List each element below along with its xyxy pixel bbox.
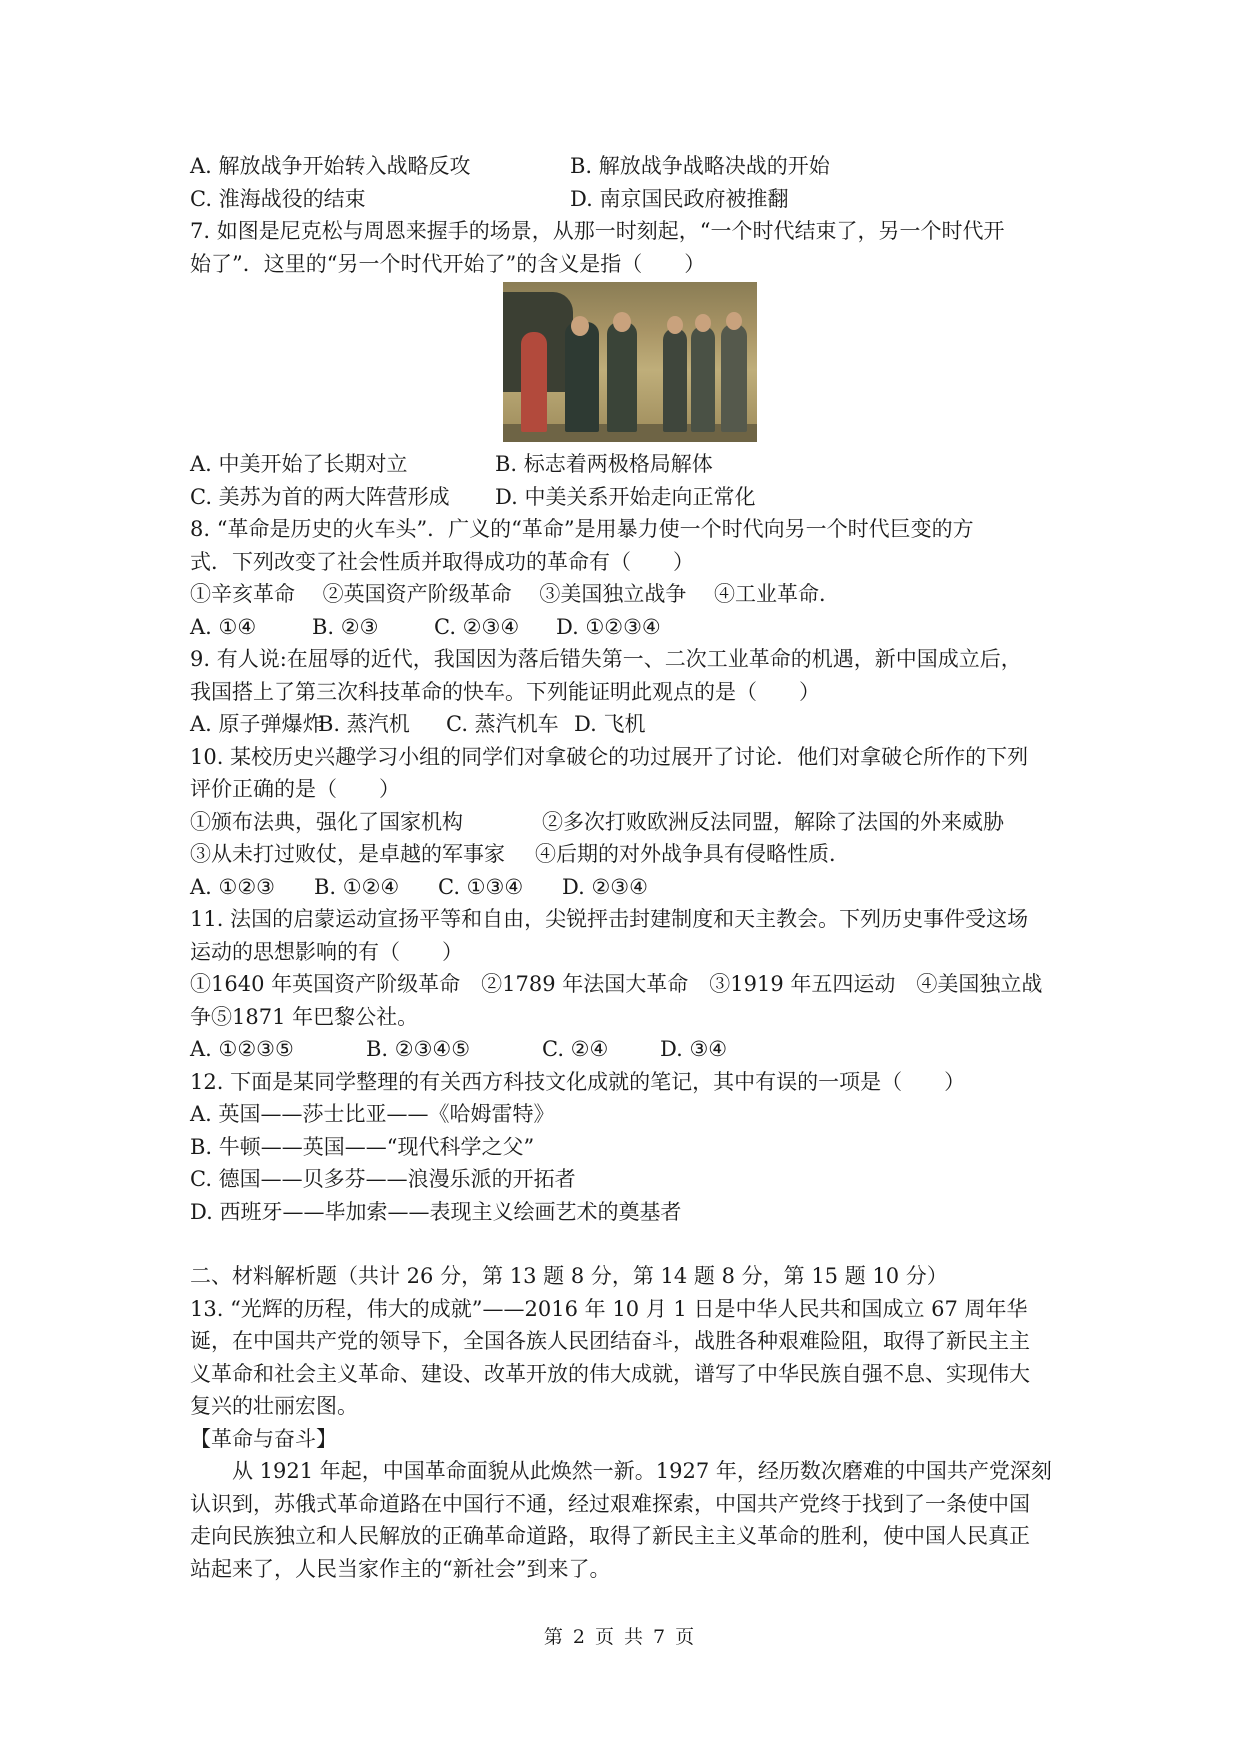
- q10-statement-2: ②多次打败欧洲反法同盟，解除了法国的外来威胁: [542, 809, 1004, 834]
- q13-para-1-line-1: 13. “光辉的历程，伟大的成就”——2016 年 10 月 1 日是中华人民共和国成立 67 周年华: [190, 1296, 1028, 1321]
- q7-option-d: D. 中美关系开始走向正常化: [495, 484, 756, 509]
- q8-stem-line-1: 8. “革命是历史的火车头”．广义的“革命”是用暴力使一个时代向另一个时代巨变的方: [190, 517, 974, 541]
- q8-option-b: B. ②③: [312, 614, 379, 639]
- q10-option-c: C. ①③④: [438, 874, 524, 899]
- q9-option-b: B. 蒸汽机: [318, 712, 410, 736]
- q9-option-c: C. 蒸汽机车: [446, 712, 559, 736]
- q11-option-d: D. ③④: [660, 1037, 728, 1061]
- q7-option-b: B. 标志着两极格局解体: [495, 452, 713, 476]
- q6-option-b: B. 解放战争战略决战的开始: [570, 154, 830, 178]
- q10-statements-row-1: [190, 806, 1070, 839]
- q12-option-c: C. 德国——贝多芬——浪漫乐派的开拓者: [190, 1167, 576, 1191]
- photo-figure: [565, 322, 599, 432]
- photo-figure: [607, 322, 637, 432]
- q13-para-1-line-3: 义革命和社会主义革命、建设、改革开放的伟大成就，谱写了中华民族自强不息、实现伟大: [190, 1361, 1030, 1386]
- photo-head: [571, 316, 589, 336]
- q10-statement-3: ③从未打过败仗，是卓越的军事家: [190, 842, 505, 866]
- q13-para-2-line-3: 走向民族独立和人民解放的正确革命道路，取得了新民主主义革命的胜利，使中国人民真正: [190, 1524, 1030, 1548]
- q11-stem-line-2: 运动的思想影响的有（ ）: [190, 939, 463, 964]
- q12-stem: 12. 下面是某同学整理的有关西方科技文化成就的笔记，其中有误的一项是（ ）: [190, 1069, 966, 1094]
- q8-option-d: D. ①②③④: [556, 614, 661, 639]
- q13-subheading: 【革命与奋斗】: [190, 1426, 337, 1451]
- q12-option-a: A. 英国——莎士比亚——《哈姆雷特》: [190, 1102, 555, 1126]
- exam-page: [190, 150, 1070, 1585]
- q7-stem-line-1: 7. 如图是尼克松与周恩来握手的场景，从那一时刻起，“一个时代结束了，另一个时代开: [190, 219, 1005, 243]
- q9-stem-line-1: 9. 有人说:在屈辱的近代，我国因为落后错失第一、二次工业革命的机遇，新中国成立后，: [190, 647, 1022, 671]
- q8-option-a: A. ①④: [190, 614, 257, 639]
- q8-options-row: [190, 611, 1070, 644]
- q6-option-d: D. 南京国民政府被推翻: [570, 186, 789, 211]
- photo-figure: [691, 326, 715, 432]
- q13-para-1-line-2: 诞，在中国共产党的领导下，全国各族人民团结奋斗，战胜各种艰难险阻，取得了新民主主: [190, 1329, 1030, 1353]
- q7-option-a: A. 中美开始了长期对立: [190, 452, 408, 476]
- photo-head: [695, 314, 711, 332]
- q10-option-a: A. ①②③: [190, 874, 275, 899]
- q6-option-c: C. 淮海战役的结束: [190, 186, 366, 211]
- q8-stem-line-2: 式．下列改变了社会性质并取得成功的革命有（ ）: [190, 549, 694, 574]
- q11-items-line-1: ①1640 年英国资产阶级革命 ②1789 年法国大革命 ③1919 年五四运动 ④美国独立战: [190, 972, 1043, 996]
- q6-options-row-2: [190, 183, 1070, 216]
- q10-stem-line-2: 评价正确的是（ ）: [190, 777, 400, 801]
- q12-option-d: D. 西班牙——毕加索——表现主义绘画艺术的奠基者: [190, 1199, 682, 1224]
- q9-option-a: A. 原子弹爆炸: [190, 712, 324, 736]
- q11-option-b: B. ②③④⑤: [366, 1037, 471, 1061]
- q10-option-b: B. ①②④: [314, 874, 400, 899]
- q10-stem-line-1: 10. 某校历史兴趣学习小组的同学们对拿破仑的功过展开了讨论．他们对拿破仑所作的下列: [190, 744, 1029, 769]
- q12-option-b: B. 牛顿——英国——“现代科学之父”: [190, 1134, 535, 1159]
- section-2-heading: 二、材料解析题（共计 26 分，第 13 题 8 分，第 14 题 8 分，第 15 题 10 分）: [190, 1264, 948, 1288]
- q7-options-row-2: [190, 481, 1070, 514]
- photo-figure: [663, 328, 687, 432]
- q9-option-d: D. 飞机: [574, 712, 646, 736]
- q10-statement-1: ①颁布法典，强化了国家机构: [190, 809, 463, 834]
- q10-statements-row-2: [190, 838, 1070, 871]
- q11-option-c: C. ②④: [542, 1037, 609, 1061]
- q10-statement-4: ④后期的对外战争具有侵略性质．: [535, 842, 850, 866]
- q9-options-row: [190, 708, 1070, 741]
- q7-options-row-1: [190, 448, 1070, 481]
- q6-option-a: A. 解放战争开始转入战略反攻: [190, 154, 471, 178]
- nixon-zhou-handshake-photo: [503, 282, 757, 442]
- q9-stem-line-2: 我国搭上了第三次科技革命的快车。下列能证明此观点的是（ ）: [190, 679, 820, 704]
- q8-option-c: C. ②③④: [434, 614, 520, 639]
- q6-options-row-1: [190, 150, 1070, 183]
- photo-figure: [721, 324, 747, 432]
- q13-para-2-line-2: 认识到，苏俄式革命道路在中国行不通，经过艰难探索，中国共产党终于找到了一条使中国: [190, 1491, 1030, 1516]
- q7-stem-line-2: 始了”．这里的“另一个时代开始了”的含义是指（ ）: [190, 251, 706, 276]
- q13-para-2-line-1: 从 1921 年起，中国革命面貌从此焕然一新。1927 年，经历数次磨难的中国共产党深刻: [232, 1459, 1052, 1483]
- photo-figure: [521, 332, 547, 432]
- q11-items-line-2: 争⑤1871 年巴黎公社。: [190, 1004, 419, 1029]
- q11-option-a: A. ①②③⑤: [190, 1037, 294, 1061]
- q11-stem-line-1: 11. 法国的启蒙运动宣扬平等和自由，尖锐抨击封建制度和天主教会。下列历史事件受这场: [190, 907, 1029, 931]
- q13-para-2-line-4: 站起来了，人民当家作主的“新社会”到来了。: [190, 1556, 611, 1581]
- q8-items: ①辛亥革命 ②英国资产阶级革命 ③美国独立战争 ④工业革命．: [190, 582, 841, 606]
- photo-head: [667, 316, 683, 334]
- page-number-footer: 第 2 页 共 7 页: [543, 1626, 697, 1648]
- q10-option-d: D. ②③④: [562, 874, 648, 899]
- q7-option-c: C. 美苏为首的两大阵营形成: [190, 484, 450, 509]
- photo-head: [613, 312, 631, 332]
- q10-options-row: [190, 871, 1070, 904]
- photo-head: [726, 312, 742, 330]
- q11-options-row: [190, 1033, 1070, 1066]
- q13-para-1-line-4: 复兴的壮丽宏图。: [190, 1394, 358, 1418]
